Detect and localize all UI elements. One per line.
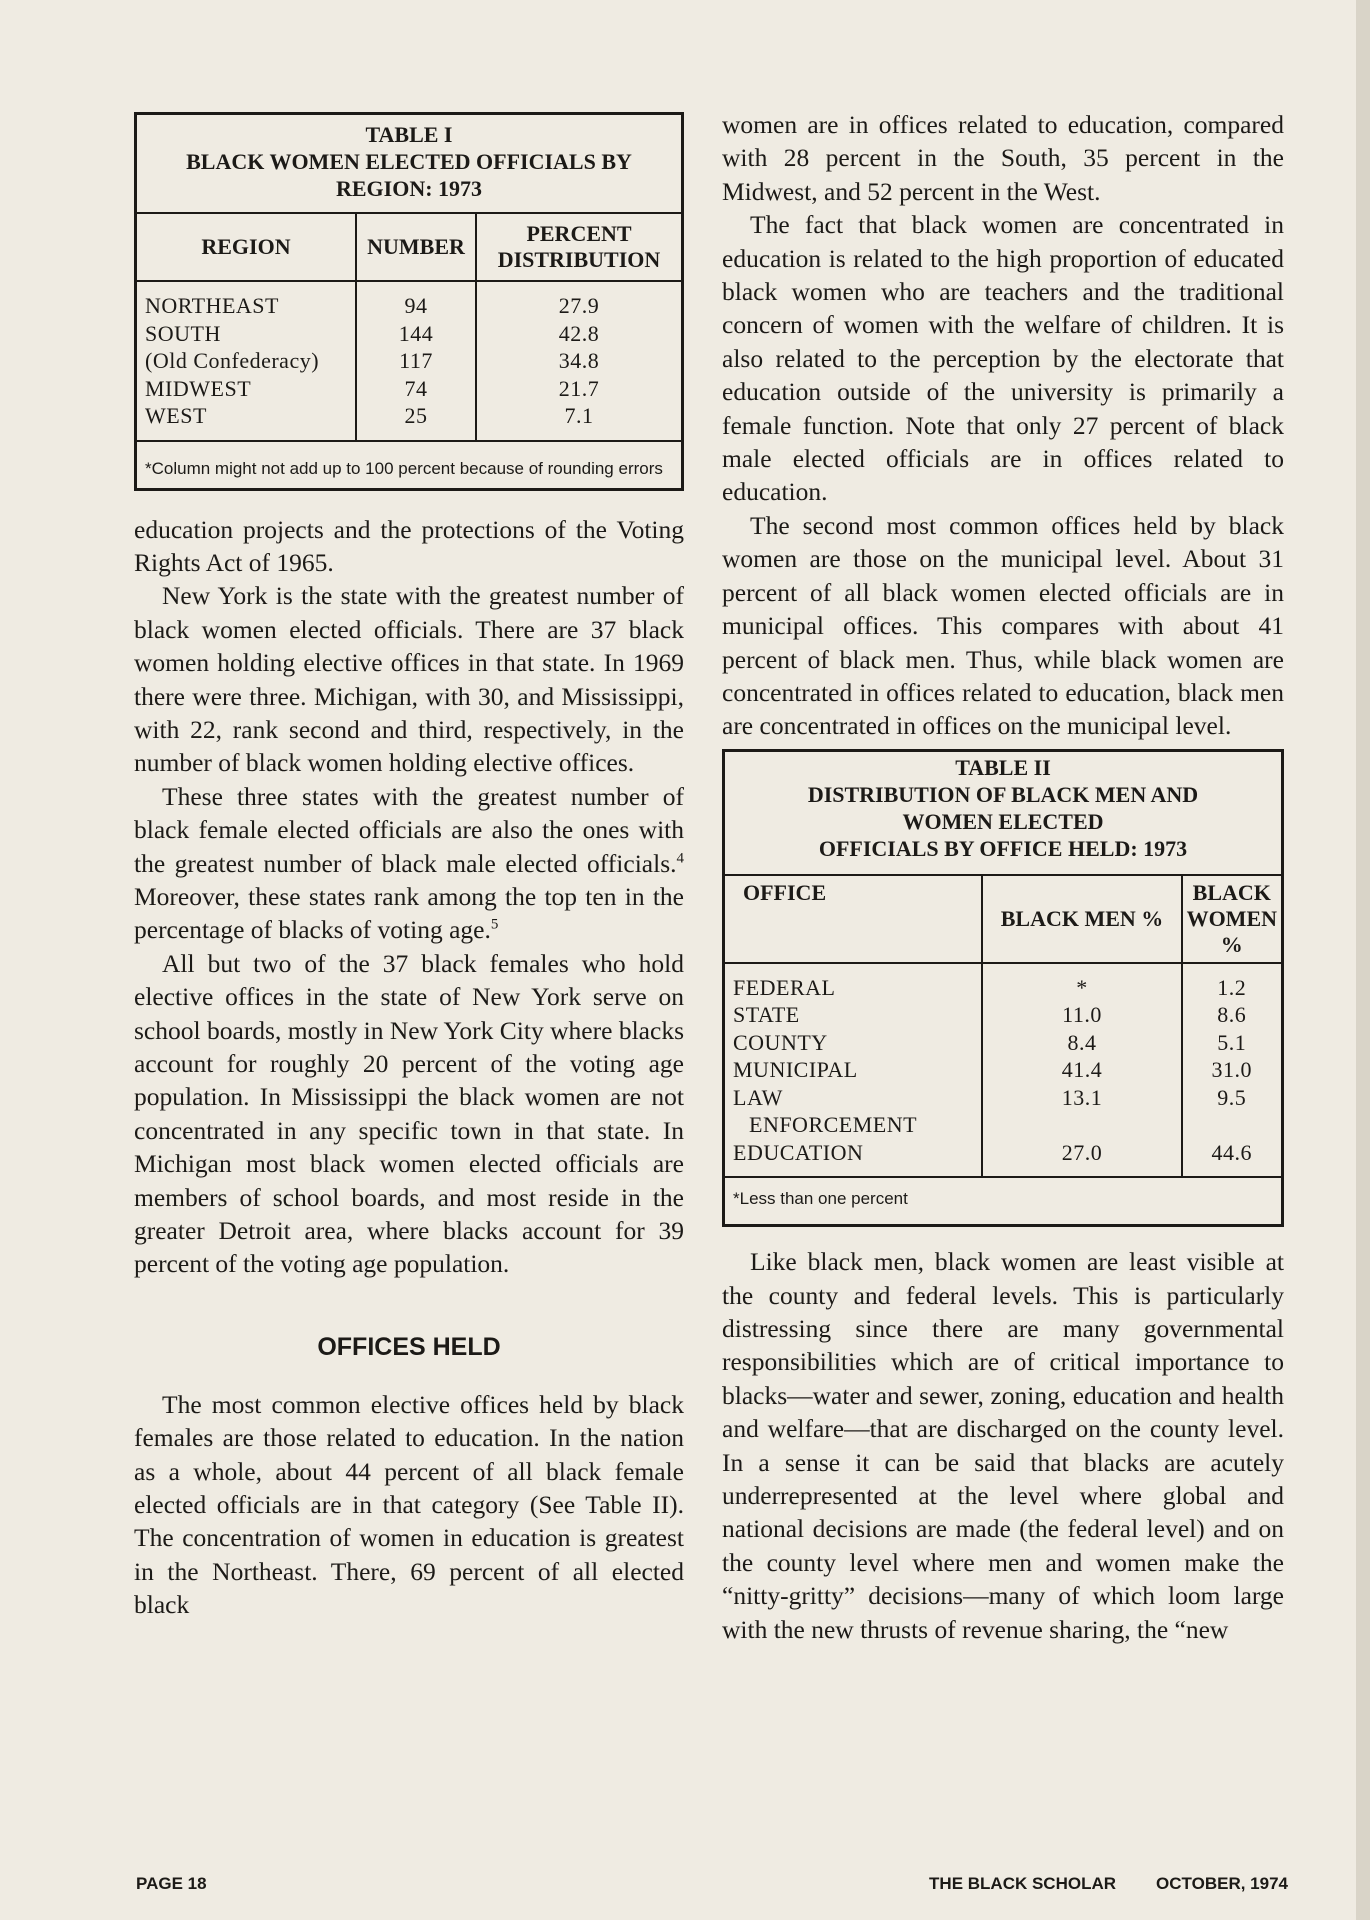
table-1-region-cell: (Old Confederacy) xyxy=(145,348,320,373)
table-1-percent-column xyxy=(476,281,683,441)
table-1-number-column xyxy=(356,281,476,441)
table-1-number-cell: 94 xyxy=(404,293,428,318)
table-1-number-cell: 117 xyxy=(399,348,433,373)
table-2-office-cell: ENFORCEMENT xyxy=(749,1112,918,1138)
table-1 xyxy=(134,112,684,491)
left-column xyxy=(134,112,684,1622)
table-2-men-cell: 8.4 xyxy=(1067,1029,1097,1055)
paragraph: The second most common offices held by black women are those on the municipal level. About 31 percent of all black women elected officials are in municipal offices. This compares with about 41 percent of black men. Thus, while black women are concentrated in offices related to education, black men are concentrated in offices on the municipal level. xyxy=(722,510,1284,741)
footnote-ref: 4 xyxy=(676,850,684,867)
publication-name: THE BLACK SCHOLAR xyxy=(929,1874,1117,1893)
table-2-office-cell: LAW xyxy=(733,1084,783,1110)
table-1-number-cell: 144 xyxy=(398,320,434,346)
table-2-caption xyxy=(724,750,1283,875)
table-2-men-cell: 27.0 xyxy=(1061,1139,1103,1165)
section-heading: OFFICES HELD xyxy=(317,1332,501,1361)
table-1-region-cell: SOUTH xyxy=(145,320,221,346)
table-2-men-cell: * xyxy=(1076,974,1088,1000)
table-2-title: TABLE II xyxy=(955,754,1051,780)
table-2-women-column xyxy=(1182,963,1283,1178)
table-1-percent-cell: 34.8 xyxy=(558,348,600,373)
table-2-women-cell xyxy=(1191,1111,1273,1139)
table-1-header-region: REGION xyxy=(136,213,357,281)
table-2-header-women: BLACK WOMEN % xyxy=(1182,875,1283,963)
table-2-women-cell: 5.1 xyxy=(1217,1029,1247,1055)
table-2-office-cell: STATE xyxy=(733,1002,800,1028)
table-2-header-office: OFFICE xyxy=(724,875,983,963)
paragraph: New York is the state with the greatest number of black women elected officials. There are 37 black women holding elective offices in that state. In 1969 there were three. Michigan, with 30, and Mississippi, with 22, rank second and third, respectively, in the number of black women holding elective offices. xyxy=(134,581,684,778)
running-footer xyxy=(929,1874,1288,1894)
table-1-header-percent: PERCENT DISTRIBUTION xyxy=(476,213,683,281)
table-1-note: *Column might not add up to 100 percent because of rounding errors xyxy=(136,441,683,490)
table-2-men-cell: 13.1 xyxy=(1061,1084,1103,1110)
table-1-region-cell: MIDWEST xyxy=(145,375,252,401)
table-1-subtitle: BLACK WOMEN ELECTED OFFICIALS BY REGION: 1973 xyxy=(186,149,632,201)
paragraph: The fact that black women are concentrated in education is related to the high proportion of educated black women who are teachers and the traditional concern of women with the welfare of children. It is also related to the perception by the electorate that education outside of the university is primarily a female function. Note that only 27 percent of black male elected officials are in offices related to education. xyxy=(722,210,1284,507)
paragraph: The most common elective offices held by black females are those related to education. In the nation as a whole, about 44 percent of all black female elected officials are in that category (See Table II). The concentration of women in education is greatest in the Northeast. There, 69 percent of all elected black xyxy=(134,1389,684,1620)
table-1-number-cell: 25 xyxy=(404,403,428,428)
paragraph: All but two of the 37 black females who hold elective offices in the state of New York serve on school boards, mostly in New York City where blacks account for roughly 20 percent of the voting age population. In Mississippi the black women are not concentrated in any specific town in that state. In Michigan most black women elected officials are members of school boards, and most reside in the greater Detroit area, where blacks account for 39 percent of the voting age population. xyxy=(134,948,684,1279)
right-column xyxy=(722,108,1284,1646)
paragraph: education projects and the protections of the Voting Rights Act of 1965. xyxy=(134,514,684,577)
table-2-women-cell: 9.5 xyxy=(1217,1084,1247,1110)
table-2-office-cell: EDUCATION xyxy=(733,1139,864,1165)
paragraph xyxy=(134,780,684,947)
table-2-subtitle: DISTRIBUTION OF BLACK MEN AND WOMEN ELECTED xyxy=(807,781,1199,834)
table-2-office-cell: FEDERAL xyxy=(733,974,836,1000)
table-2-office-cell: MUNICIPAL xyxy=(733,1057,858,1083)
table-1-region-column xyxy=(136,281,357,441)
table-1-percent-cell: 27.9 xyxy=(558,293,600,318)
table-2-header-men: BLACK MEN % xyxy=(982,875,1181,963)
table-1-caption xyxy=(136,114,683,214)
table-2-women-cell: 1.2 xyxy=(1217,974,1247,1000)
table-1-percent-cell: 7.1 xyxy=(564,403,594,428)
page-edge xyxy=(1356,0,1370,1920)
table-1-region-cell: NORTHEAST xyxy=(145,293,279,318)
table-2 xyxy=(722,749,1284,1228)
table-2-men-column xyxy=(982,963,1181,1178)
paragraph: Like black men, black women are least visible at the county and federal levels. This is particularly distressing since there are many governmental responsibilities which are of critical importance to blacks—water and sewer, zoning, education and health and welfare—that are discharged on the county level. In a sense it can be said that blacks are acutely underrepresented at the level where global and national decisions are made (the federal level) and on the county level where men and women make the “nitty-gritty” decisions—many of which loom large with the new thrusts of revenue sharing, the “new xyxy=(722,1247,1284,1644)
footnote-ref: 5 xyxy=(490,916,499,933)
table-1-header-number: NUMBER xyxy=(356,213,476,281)
table-1-percent-cell: 42.8 xyxy=(558,320,600,346)
table-2-women-cell: 31.0 xyxy=(1211,1057,1253,1083)
table-2-office-column xyxy=(724,963,983,1178)
table-2-men-cell: 41.4 xyxy=(1061,1057,1103,1083)
table-1-number-cell: 74 xyxy=(404,375,428,401)
table-2-office-cell: COUNTY xyxy=(733,1029,828,1055)
table-2-women-cell: 8.6 xyxy=(1217,1002,1247,1028)
issue-date: OCTOBER, 1974 xyxy=(1156,1874,1288,1893)
paragraph-text: These three states with the greatest number of black female elected officials are also the ones with the greatest number of black male elected officials. xyxy=(134,781,684,878)
table-2-subtitle: OFFICIALS BY OFFICE HELD: 1973 xyxy=(818,835,1188,861)
table-2-men-cell xyxy=(991,1111,1172,1139)
paragraph: women are in offices related to education, compared with 28 percent in the South, 35 percent in the Midwest, and 52 percent in the West. xyxy=(722,110,1284,206)
table-2-note: *Less than one percent xyxy=(724,1177,1283,1226)
paragraph-text: Moreover, these states rank among the top ten in the percentage of blacks of voting age. xyxy=(134,881,684,945)
table-2-men-cell: 11.0 xyxy=(1062,1002,1102,1028)
page-number: PAGE 18 xyxy=(136,1874,207,1893)
table-1-region-cell: WEST xyxy=(145,403,207,428)
table-1-title: TABLE I xyxy=(365,122,453,147)
table-2-women-cell: 44.6 xyxy=(1211,1139,1253,1165)
table-1-percent-cell: 21.7 xyxy=(558,375,600,401)
